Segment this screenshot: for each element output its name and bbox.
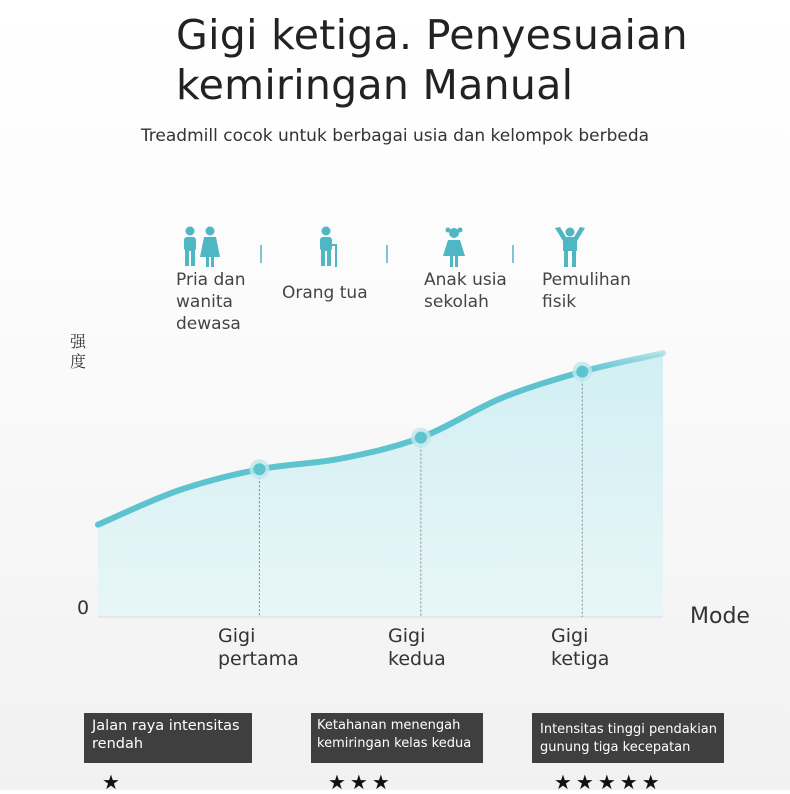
- chart-x-axis-label: Mode: [690, 604, 750, 629]
- chart-y-axis-label: 强度: [70, 332, 87, 371]
- page-subtitle: Treadmill cocok untuk berbagai usia dan kelompok berbeda: [140, 126, 650, 146]
- rating-stars-high: ★★★★★: [554, 770, 664, 794]
- group-label-recovery: Pemulihan fisik: [542, 270, 631, 312]
- chart-y-origin-label: 0: [77, 597, 90, 619]
- group-label-children: Anak usia sekolah: [424, 270, 507, 312]
- title-line-2: kemiringan Manual: [176, 61, 574, 109]
- gear-label-third: Gigi ketiga: [551, 625, 610, 670]
- level-description-high: Intensitas tinggi pendakian gunung tiga kecepatan: [532, 713, 724, 763]
- group-label-elderly: Orang tua: [282, 283, 368, 303]
- gear-label-first: Gigi pertama: [218, 625, 299, 670]
- gear-point: [576, 366, 588, 378]
- gear-label-second: Gigi kedua: [388, 625, 446, 670]
- rating-stars-medium: ★★★: [328, 770, 394, 794]
- title-line-1: Gigi ketiga. Penyesuaian: [176, 11, 688, 59]
- level-description-low: Jalan raya intensitas rendah: [84, 713, 252, 763]
- chart-area-fill: [98, 353, 663, 617]
- gear-point: [253, 463, 265, 475]
- level-description-medium: Ketahanan menengah kemiringan kelas kedua: [311, 713, 483, 763]
- gear-point: [415, 432, 427, 444]
- group-label-adults: Pria dan wanita dewasa: [176, 270, 246, 334]
- rating-stars-low: ★: [102, 770, 124, 794]
